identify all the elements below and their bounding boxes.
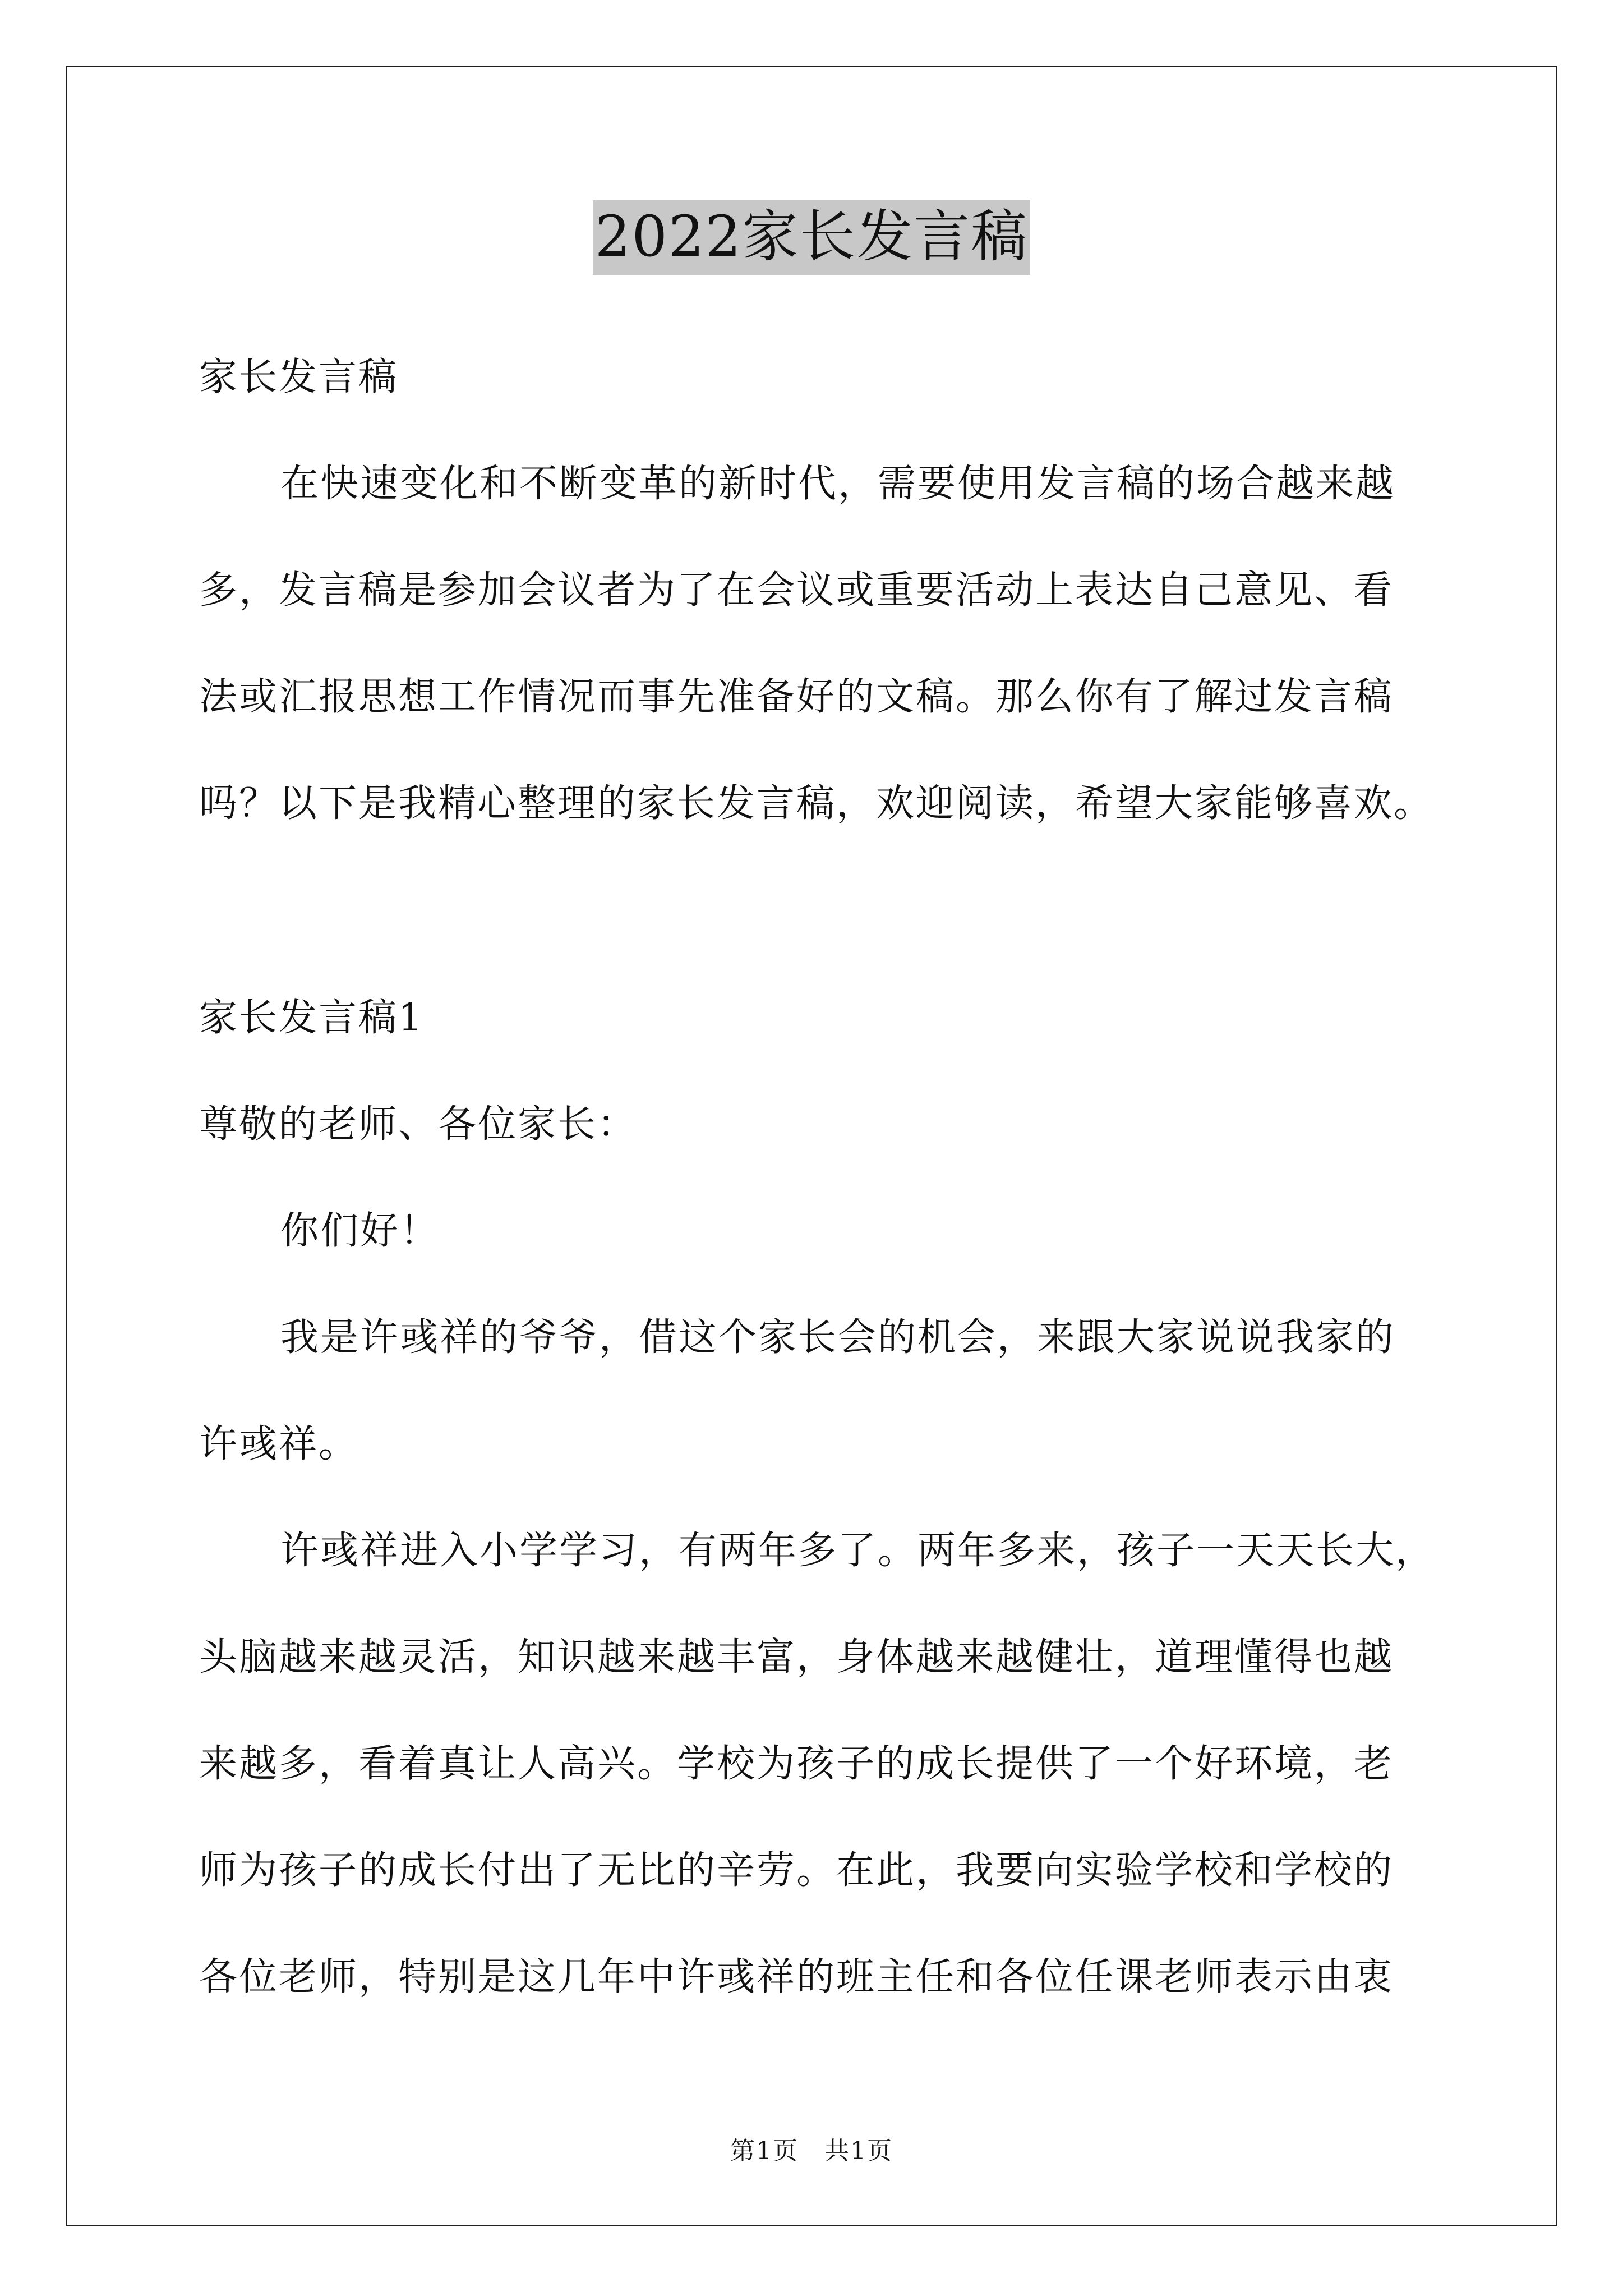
paragraph-line: 法或汇报思想工作情况而事先准备好的文稿。那么你有了解过发言稿 (199, 675, 1394, 719)
document-title-text: 2022家长发言稿 (593, 200, 1031, 275)
paragraph-line: 在快速变化和不断变革的新时代，需要使用发言稿的场合越来越 (280, 462, 1396, 506)
salutation: 尊敬的老师、各位家长： (199, 1102, 638, 1147)
paragraph-line: 各位老师，特别是这几年中许彧祥的班主任和各位任课老师表示由衷 (199, 1955, 1394, 1999)
section-heading: 家长发言稿1 (199, 996, 425, 1040)
page-number: 第1页 共1页 (730, 2137, 893, 2165)
paragraph-line: 头脑越来越灵活，知识越来越丰富，身体越来越健壮，道理懂得也越 (199, 1635, 1394, 1680)
paragraph-line: 我是许彧祥的爷爷，借这个家长会的机会，来跟大家说说我家的 (280, 1315, 1396, 1360)
paragraph-line: 吗？以下是我精心整理的家长发言稿，欢迎阅读，希望大家能够喜欢。 (199, 781, 1434, 826)
paragraph-line: 师为孩子的成长付出了无比的辛劳。在此，我要向实验学校和学校的 (199, 1848, 1394, 1893)
paragraph-line: 许彧祥。 (199, 1422, 359, 1466)
paragraph-line: 多，发言稿是参加会议者为了在会议或重要活动上表达自己意见、看 (199, 568, 1394, 613)
paragraph-line: 来越多，看着真让人高兴。学校为孩子的成长提供了一个好环境，老 (199, 1742, 1394, 1786)
section-heading: 家长发言稿 (199, 355, 399, 399)
document-title (0, 197, 1623, 276)
paragraph-line: 许彧祥进入小学学习，有两年多了。两年多来，孩子一天天长大， (280, 1529, 1436, 1573)
greeting: 你们好！ (280, 1209, 440, 1253)
